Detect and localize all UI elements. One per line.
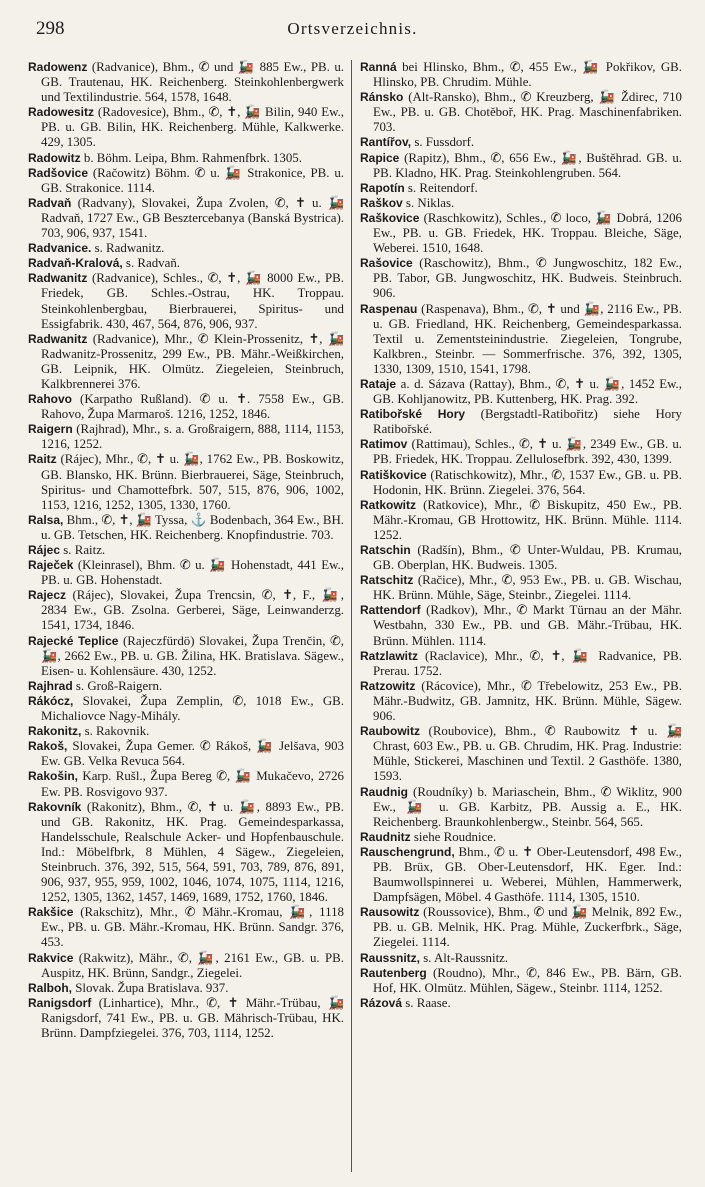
entry-keyword: Radwanitz — [28, 271, 88, 286]
entry-text: s. Radwanitz. — [91, 241, 165, 256]
directory-entry — [360, 543, 682, 573]
entry-text: (Radvanice), Mhr., ✆ Klein-Prossenitz, ✝, 🚂 Radwanitz-Prossenitz, 299 Ew., PB. Mähr.-Weißkirchen, GB. Leipnik, HK. Olmütz. Ziegeleien, Steinbruch, Kalkbrennerei 376. — [41, 331, 344, 391]
directory-entry — [360, 196, 682, 211]
entry-keyword: Radvaň-Kralová, — [28, 256, 123, 271]
entry-keyword: Raussnitz, — [360, 950, 421, 965]
entry-keyword: Rapotín — [360, 180, 405, 195]
entry-keyword: Raudnig — [360, 784, 408, 799]
entry-keyword: Raudnitz — [360, 829, 411, 844]
directory-entry — [28, 166, 344, 196]
entry-text: s. Raase. — [402, 995, 451, 1010]
entry-keyword: Rákócz, — [28, 693, 74, 708]
entry-text: (Radovesice), Bhm., ✆, ✝, 🚂 Bilin, 940 Ew., PB. u. GB. Bilin, HK. Reichenberg. Mühle, Kalkwerke. 429, 1305. — [41, 105, 344, 150]
directory-entry — [28, 105, 344, 150]
entry-text: (Radvany), Slovakei, Župa Zvolen, ✆, ✝ u. 🚂 Radvaň, 1727 Ew., GB Besztercebanya (Banská Bystrica). 703, 906, 937, 1541. — [41, 195, 344, 241]
entry-text: s. Alt-Raussnitz. — [420, 950, 509, 965]
entry-text: (Raspenava), Bhm., ✆, ✝ und 🚂, 2116 Ew., PB. u. GB. Friedland, HK. Reichenberg, Gemeindesparkassa. Textil u. Zementsteinindustrie. Ziegeleien, Tongrube, Kalkbren., Steinbr. — Sommerfrische. 376, 392, 1305, 1330, 1309, 1510, 1541, 1798. — [373, 301, 682, 376]
entry-text: Bhm., ✆, ✝, 🚂 Tyssa, ⚓ Bodenbach, 364 Ew., BH. u. GB. Tetschen, HK. Reichenberg. Knopfindustrie. 703. — [41, 512, 344, 542]
directory-entry — [360, 90, 682, 135]
directory-entry — [360, 407, 682, 437]
entry-text: (Alt-Ransko), Bhm., ✆ Kreuzberg, 🚂 Ždirec, 710 Ew., PB. u. GB. Chotěboř, HK. Prag. Maschinenfabriken. 703. — [373, 90, 682, 135]
directory-entry — [360, 377, 682, 407]
directory-entry — [360, 996, 682, 1011]
directory-entry — [28, 256, 344, 271]
directory-entry — [360, 573, 682, 603]
entry-text: s. Raitz. — [60, 543, 106, 557]
entry-keyword: Rauschengrund, — [360, 844, 455, 859]
entry-text: (Karpatho Rußland). ✆ u. ✝. 7558 Ew., GB. Rahovo, Župa Marmaroš. 1216, 1252, 1846. — [41, 392, 344, 422]
directory-entry — [28, 996, 344, 1041]
entry-keyword: Rahovo — [28, 392, 73, 407]
entry-text: (Roudníky) b. Mariaschein, Bhm., ✆ Wiklitz, 900 Ew., 🚂 u. GB. Karbitz, PB. Aussig a. E., HK. Reichenberg. Braunkohlenbergw., Steinbr. 564, 565. — [373, 784, 682, 829]
entry-text: (Raschowitz), Bhm., ✆ Jungwoschitz, 182 Ew., PB. Tabor, GB. Jungwoschitz, HK. Budweis. Steinbruch. 906. — [373, 256, 682, 301]
directory-entry — [28, 332, 344, 392]
entry-keyword: Radowitz — [28, 150, 81, 165]
directory-entry — [28, 196, 344, 241]
entry-keyword: Rašovice — [360, 256, 413, 271]
page-number: 298 — [36, 18, 65, 39]
page-header — [28, 18, 677, 44]
entry-text: (Rapitz), Bhm., ✆, 656 Ew., 🚂, Buštěhrad. GB. u. PB. Kladno, HK. Prag. Steinkohlengruben. 564. — [373, 150, 682, 180]
entry-keyword: Radowenz — [28, 60, 88, 74]
entry-text: (Roussovice), Bhm., ✆ und 🚂 Melnik, 892 Ew., PB. u. GB. Melnik, HK. Prag. Mühle, Zuckerfbrk., Säge, Ziegelei. 1114. — [373, 905, 682, 950]
entry-text: (Rajhrad), Mhr., s. a. Großraigern, 888, 1114, 1153, 1216, 1252. — [41, 422, 344, 452]
entry-text: (Ratischkowitz), Mhr., ✆, 1537 Ew., GB. u. PB. Hodonin, HK. Brünn. Ziegelei. 376, 564. — [373, 467, 682, 497]
directory-entry — [28, 800, 344, 906]
entry-text: (Radvanice), Schles., ✆, ✝, 🚂 8000 Ew., PB. Friedek, GB. Schles.-Ostrau, HK. Troppau. Steinkohlenbergbau, Bierbrauerei, Spiritus- und Essigfabrik. 430, 467, 564, 876, 906, 937. — [41, 271, 344, 331]
directory-entry — [360, 256, 682, 301]
entry-keyword: Ránsko — [360, 90, 404, 105]
entry-keyword: Rattendorf — [360, 603, 421, 618]
directory-entry — [360, 966, 682, 996]
entry-text: (Roubovice), Bhm., ✆ Raubowitz ✝ u. 🚂 Chrast, 603 Ew., PB. u. GB. Chrudim, HK. Prag. Industrie: Mühle, Stickerei, Maschinen und Textil. 2 Gasthöfe. 1380, 1593. — [373, 724, 682, 784]
entry-keyword: Radvanice. — [28, 241, 92, 256]
entry-text: s. Groß-Raigern. — [72, 678, 163, 693]
entry-keyword: Ratimov — [360, 437, 408, 452]
directory-entry — [360, 135, 682, 150]
entry-keyword: Radvaň — [28, 195, 72, 210]
entry-text: (Račowitz) Böhm. ✆ u. 🚂 Strakonice, PB. u. GB. Strakonice. 1114. — [41, 165, 344, 195]
entry-text: (Roudno), Mhr., ✆, 846 Ew., PB. Bärn, GB. Hof, HK. Olmütz. Mühlen, Sägew., Steinbr. 1114, 1252. — [373, 965, 682, 995]
directory-entry — [28, 271, 344, 331]
directory-entry — [28, 422, 344, 452]
entry-keyword: Rajecké Teplice — [28, 633, 119, 648]
entry-text: (Rájec), Slovakei, Župa Trencsin, ✆, ✝, F., 🚂, 2834 Ew., GB. Zsolna. Gerberei, Säge, Leinwanderzg. 1541, 1734, 1846. — [41, 588, 344, 633]
directory-entry — [28, 60, 344, 105]
entry-text: s. Radvaň. — [122, 256, 180, 271]
entry-text: (Rakschitz), Mhr., ✆ Mähr.-Kromau, 🚂, 1118 Ew., PB. u. GB. Mähr.-Kromau, HK. Brünn. Sandgr. 376, 453. — [41, 905, 344, 950]
entry-keyword: Raškovice — [360, 210, 420, 225]
entry-text: (Rattimau), Schles., ✆, ✝ u. 🚂, 2349 Ew., GB. u. PB. Friedek, HK. Troppau. Zellulosefbrk. 392, 430, 1399. — [373, 437, 682, 467]
directory-entry — [360, 181, 682, 196]
directory-entry — [28, 543, 344, 558]
right-column — [360, 60, 682, 1178]
directory-entry — [28, 679, 344, 694]
directory-entry — [360, 498, 682, 543]
entry-text: Karp. Rušl., Župa Bereg ✆, 🚂 Mukačevo, 2726 Ew. PB. Rosvigovo 937. — [41, 769, 344, 799]
entry-text: (Radvanice), Bhm., ✆ und 🚂 885 Ew., PB. u. GB. Trautenau, HK. Reichenberg. Steinkohlenbergwerk und Textilindustrie. 564, 1578, 1648. — [41, 60, 344, 105]
entry-text: s. Rakovnik. — [81, 724, 150, 739]
entry-text: s. Fussdorf. — [411, 135, 475, 150]
directory-entry — [360, 679, 682, 724]
page-title: Ortsverzeichnis. — [287, 19, 418, 38]
directory-entry — [28, 739, 344, 769]
directory-entry — [360, 951, 682, 966]
entry-keyword: Raječek — [28, 558, 74, 573]
entry-text: (Linhartice), Mhr., ✆, ✝ Mähr.-Trübau, 🚂 Ranigsdorf, 741 Ew., PB. u. GB. Mährisch-Trübau, HK. Brünn. Dampfziegelei. 376, 703, 1114, 1252. — [41, 995, 344, 1040]
entry-keyword: Rakošin, — [28, 769, 79, 784]
directory-entry — [360, 830, 682, 845]
directory-entry — [28, 694, 344, 724]
entry-text: b. Böhm. Leipa, Bhm. Rahmenfbrk. 1305. — [80, 150, 302, 165]
directory-entry — [28, 981, 344, 996]
directory-entry — [28, 951, 344, 981]
directory-entry — [28, 558, 344, 588]
entry-text: (Radkov), Mhr., ✆ Markt Türnau an der Mähr. Westbahn, 330 Ew., PB. und GB. Mähr.-Trübau, HK. Brünn. Mühlen. 1114. — [373, 603, 682, 648]
directory-entry — [360, 437, 682, 467]
entry-keyword: Rajhrad — [28, 678, 73, 693]
directory-entry — [28, 724, 344, 739]
entry-keyword: Raspenau — [360, 301, 418, 316]
directory-entry — [28, 513, 344, 543]
entry-text: s. Reitendorf. — [404, 180, 478, 195]
entry-text: (Račice), Mhr., ✆, 953 Ew., PB. u. GB. Wischau, HK. Brünn. Mühle, Säge, Steinbr., Ziegelei. 1114. — [373, 573, 682, 603]
entry-keyword: Rájec — [28, 543, 61, 557]
directory-entry — [360, 845, 682, 905]
entry-keyword: Rakšice — [28, 905, 74, 920]
entry-text: (Radšín), Bhm., ✆ Unter-Wuldau, PB. Krumau, GB. Oberplan, HK. Budweis. 1305. — [373, 543, 682, 573]
entry-keyword: Ralsa, — [28, 512, 64, 527]
directory-entry — [360, 468, 682, 498]
directory-entry — [28, 634, 344, 679]
entry-text: bei Hlinsko, Bhm., ✆, 455 Ew., 🚂 Pokřikov, GB. Hlinsko, PB. Chrudim. Mühle. — [373, 60, 682, 90]
entry-keyword: Ranná — [360, 60, 397, 74]
entry-text: (Bergstadtl-Ratibořitz) siehe Hory Ratibořské. — [373, 407, 682, 437]
entry-text: (Rajeczfürdö) Slovakei, Župa Trenčin, ✆, 🚂, 2662 Ew., PB. u. GB. Žilina, HK. Bratislava. Sägew., Eisen- u. Kohlensäure. 430, 1252. — [41, 633, 344, 678]
directory-entry — [28, 588, 344, 633]
entry-keyword: Raitz — [28, 452, 57, 467]
column-divider — [351, 60, 352, 1172]
entry-text: (Rakonitz), Bhm., ✆, ✝ u. 🚂, 8893 Ew., PB. und GB. Rakonitz, HK. Prag. Gemeindesparkassa, Handelsschule, Realschule Acker- und Hopfenbauschule. Ind.: Möbelfbrk, 8 Mühlen, 4 Sägew., Ziegeleien, Steinbruch. 376, 392, 515, 564, 591, 703, 789, 876, 891, 906, 937, 955, 959, 1002, 1046, 1074, 1075, 1114, 1216, 1252, 1305, 1362, 1457, 1469, 1689, 1752, 1760, 1846. — [41, 799, 344, 905]
left-column — [28, 60, 344, 1178]
directory-entry — [28, 769, 344, 799]
entry-keyword: Raubowitz — [360, 724, 420, 739]
entry-keyword: Raigern — [28, 422, 73, 437]
directory-entry — [28, 392, 344, 422]
entry-keyword: Ratzowitz — [360, 678, 416, 693]
entry-text: siehe Roudnice. — [410, 829, 497, 844]
entry-keyword: Ratschitz — [360, 573, 414, 588]
directory-entry — [28, 151, 344, 166]
directory-entry — [360, 151, 682, 181]
entry-keyword: Rajecz — [28, 588, 67, 603]
entry-keyword: Rapice — [360, 150, 400, 165]
entry-keyword: Radowesitz — [28, 105, 95, 120]
entry-text: Slovakei, Župa Gemer. ✆ Rákoš, 🚂 Jelšava, 903 Ew. GB. Velka Revuca 564. — [41, 739, 344, 769]
entry-keyword: Rakoš, — [28, 739, 68, 754]
entry-keyword: Radwanitz — [28, 331, 88, 346]
entry-keyword: Rautenberg — [360, 965, 427, 980]
entry-text: (Rájec), Mhr., ✆, ✝ u. 🚂, 1762 Ew., PB. Boskowitz, GB. Blansko, HK. Brünn. Bierbrauerei, Säge, Steinbruch, Spiritus- und Chamottefbrk. 507, 515, 876, 906, 1002, 1153, 1216, 1252, 1305, 1330, 1760. — [41, 452, 344, 512]
entry-keyword: Ratkowitz — [360, 497, 417, 512]
entry-keyword: Rakonitz, — [28, 724, 82, 739]
entry-text: Slovakei, Župa Zemplin, ✆, 1018 Ew., GB. Michaliovce Nagy-Mihály. — [41, 693, 344, 724]
entry-text: (Raclavice), Mhr., ✆, ✝, 🚂 Radvanice, PB. Prerau. 1752. — [373, 648, 682, 678]
directory-entry — [360, 724, 682, 784]
entry-text: Slovak. Župa Bratislava. 937. — [72, 980, 229, 995]
directory-entry — [28, 452, 344, 512]
directory-entry — [360, 785, 682, 830]
directory-entry — [360, 60, 682, 90]
entry-keyword: Rakvice — [28, 950, 74, 965]
entry-keyword: Raškov — [360, 195, 403, 210]
entry-keyword: Rantířov, — [360, 135, 412, 150]
entry-keyword: Ranigsdorf — [28, 995, 92, 1010]
entry-text: (Rakwitz), Mähr., ✆, 🚂, 2161 Ew., GB. u. PB. Auspitz, HK. Brünn, Sandgr., Ziegelei. — [41, 950, 344, 980]
entry-keyword: Rausowitz — [360, 905, 420, 920]
entry-keyword: Ratzlawitz — [360, 648, 419, 663]
directory-entry — [360, 211, 682, 256]
entry-text: (Raschkowitz), Schles., ✆ loco, 🚂 Dobrá, 1206 Ew., PB. u. GB. Friedek, HK. Troppau. Bleiche, Säge, Weberei. 1510, 1648. — [373, 210, 682, 256]
directory-entry — [360, 302, 682, 377]
directory-entry — [360, 649, 682, 679]
entry-keyword: Rázová — [360, 995, 403, 1010]
entry-text: Bhm., ✆ u. ✝ Ober-Leutensdorf, 498 Ew., PB. Brüx, GB. Ober-Leutensdorf, HK. Eger. Ind.: Baumwollspinnerei u. Weberei, Mühlen, Hammerwerk, Dampfsägen, Möbel. 4 Gasthöfe. 1114, 1305, 1510. — [373, 844, 682, 905]
directory-entry — [360, 603, 682, 648]
entry-keyword: Ratiškovice — [360, 467, 427, 482]
entry-text: (Rácovice), Mhr., ✆ Třebelowitz, 253 Ew., PB. Mähr.-Budwitz, GB. Jamnitz, HK. Brünn. Mühle, Sägew. 906. — [373, 678, 682, 724]
entry-text: a. d. Sázava (Rattay), Bhm., ✆, ✝ u. 🚂, 1452 Ew., GB. Kohljanowitz, PB. Kuttenberg, HK. Prag. 392. — [373, 376, 682, 407]
entry-keyword: Ratibořské Hory — [360, 407, 466, 422]
entry-keyword: Rakovník — [28, 799, 82, 814]
entry-keyword: Rataje — [360, 376, 397, 391]
entry-text: s. Niklas. — [402, 195, 455, 210]
directory-entry — [360, 905, 682, 950]
entry-keyword: Ralboh, — [28, 980, 72, 995]
directory-entry — [28, 241, 344, 256]
entry-text: (Kleinrasel), Bhm. ✆ u. 🚂 Hohenstadt, 441 Ew., PB. u. GB. Hohenstadt. — [41, 558, 344, 588]
entry-text: (Ratkovice), Mhr., ✆ Biskupitz, 450 Ew., PB. Mähr.-Kromau, GB Hrottowitz, HK. Brünn. Mühle. 1114. 1252. — [373, 497, 682, 542]
entry-keyword: Radšovice — [28, 165, 89, 180]
entry-keyword: Ratschin — [360, 543, 411, 557]
directory-entry — [28, 905, 344, 950]
